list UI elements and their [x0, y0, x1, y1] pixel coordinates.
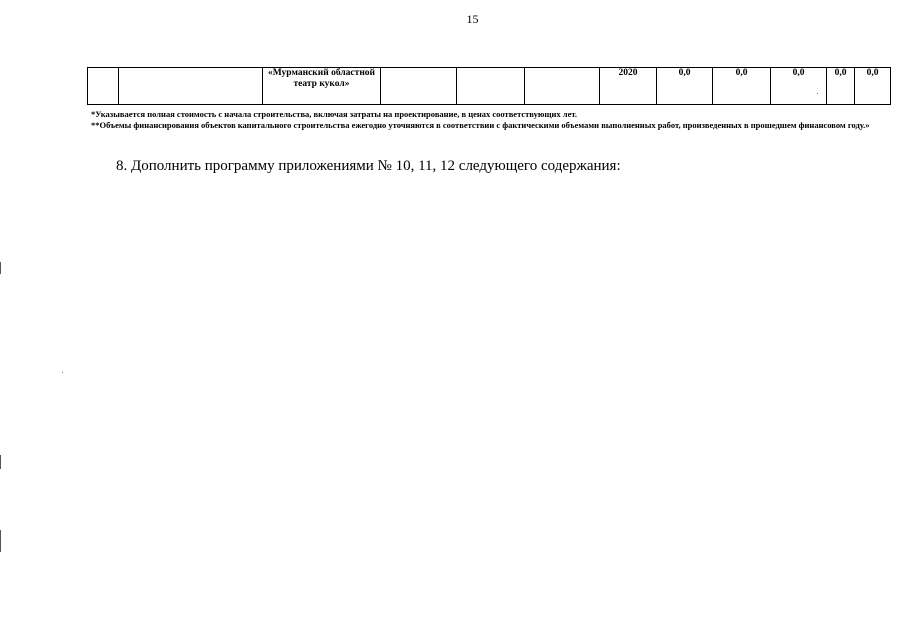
- page-number: 15: [466, 12, 479, 26]
- table-cell-blank: [525, 68, 600, 105]
- value-cell: 0,0: [855, 68, 891, 105]
- scan-edge-mark: [0, 262, 1, 274]
- scan-edge-mark: [0, 530, 1, 552]
- value-cell: 0,0: [771, 68, 827, 105]
- value-cell: 0,0: [827, 68, 855, 105]
- value-cell: 0,0: [657, 68, 713, 105]
- instruction-paragraph: 8. Дополнить программу приложениями № 10, 11, 12 следующего содержания:: [116, 158, 621, 174]
- value-cell: 0,0: [713, 68, 771, 105]
- table-cell-number: [88, 68, 119, 105]
- table-cell-blank: [457, 68, 525, 105]
- footnote-1: *Указывается полная стоимость с начала строительства, включая затраты на проектирование, в ценах соответствующих лет.: [91, 109, 578, 119]
- budget-table: [87, 67, 891, 105]
- scan-edge-mark: [0, 455, 1, 469]
- table-cell-blank: [381, 68, 457, 105]
- table-cell-blank: [119, 68, 263, 105]
- object-name-cell: «Мурманский областной театр кукол»: [263, 68, 381, 105]
- table-row: [88, 68, 891, 105]
- scan-speck: [817, 93, 818, 94]
- scan-speck: [62, 372, 63, 373]
- footnote-2: **Объемы финансирования объектов капитального строительства ежегодно уточняются в соответствии с фактическими объемами выполненных работ, произведенных в прошедшем финансовом году.»: [91, 120, 870, 130]
- year-cell: 2020: [600, 68, 657, 105]
- footnotes: [91, 109, 886, 131]
